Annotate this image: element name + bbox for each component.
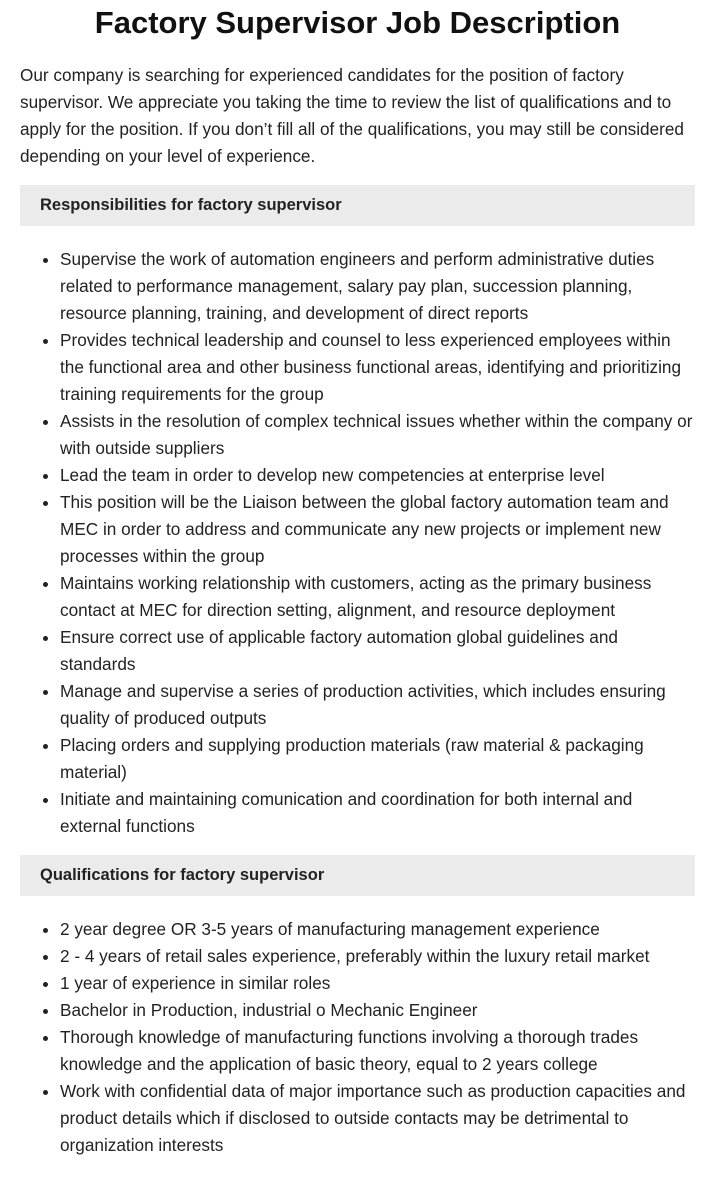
list-item: 2 - 4 years of retail sales experience, preferably within the luxury retail market [60, 943, 695, 970]
page-title: Factory Supervisor Job Description [94, 5, 621, 40]
list-item: Maintains working relationship with customers, acting as the primary business contact at MEC for direction setting, alignment, and resource deployment [60, 570, 695, 624]
list-item: Thorough knowledge of manufacturing functions involving a thorough trades knowledge and the application of basic theory, equal to 2 years college [60, 1024, 695, 1078]
list-item: Provides technical leadership and counsel to less experienced employees within the functional area and other business functional areas, identifying and prioritizing training requirements for the group [60, 327, 695, 408]
list-item: Bachelor in Production, industrial o Mechanic Engineer [60, 997, 695, 1024]
list-item: Work with confidential data of major importance such as production capacities and product details which if disclosed to outside contacts may be detrimental to organization interests [60, 1078, 695, 1159]
list-item: 1 year of experience in similar roles [60, 970, 695, 997]
list-item: This position will be the Liaison between the global factory automation team and MEC in order to address and communicate any new projects or implement new processes within the group [60, 489, 695, 570]
list-item: Lead the team in order to develop new competencies at enterprise level [60, 462, 695, 489]
intro-paragraph: Our company is searching for experienced candidates for the position of factory supervisor. We appreciate you taking the time to review the list of qualifications and to apply for the position. If you don’t fill all of the qualifications, you may still be considered depending on your level of experience. [20, 65, 684, 166]
list-item: 2 year degree OR 3-5 years of manufacturing management experience [60, 916, 695, 943]
qualifications-list [20, 916, 695, 1159]
responsibilities-heading: Responsibilities for factory supervisor [20, 185, 695, 226]
qualifications-heading: Qualifications for factory supervisor [20, 855, 695, 896]
list-item: Initiate and maintaining comunication and coordination for both internal and external functions [60, 786, 695, 840]
list-item: Supervise the work of automation engineers and perform administrative duties related to performance management, salary pay plan, succession planning, resource planning, training, and development of direct reports [60, 246, 695, 327]
list-item: Placing orders and supplying production materials (raw material & packaging material) [60, 732, 695, 786]
list-item: Manage and supervise a series of production activities, which includes ensuring quality of produced outputs [60, 678, 695, 732]
list-item: Assists in the resolution of complex technical issues whether within the company or with outside suppliers [60, 408, 695, 462]
list-item: Ensure correct use of applicable factory automation global guidelines and standards [60, 624, 695, 678]
responsibilities-list [20, 246, 695, 840]
